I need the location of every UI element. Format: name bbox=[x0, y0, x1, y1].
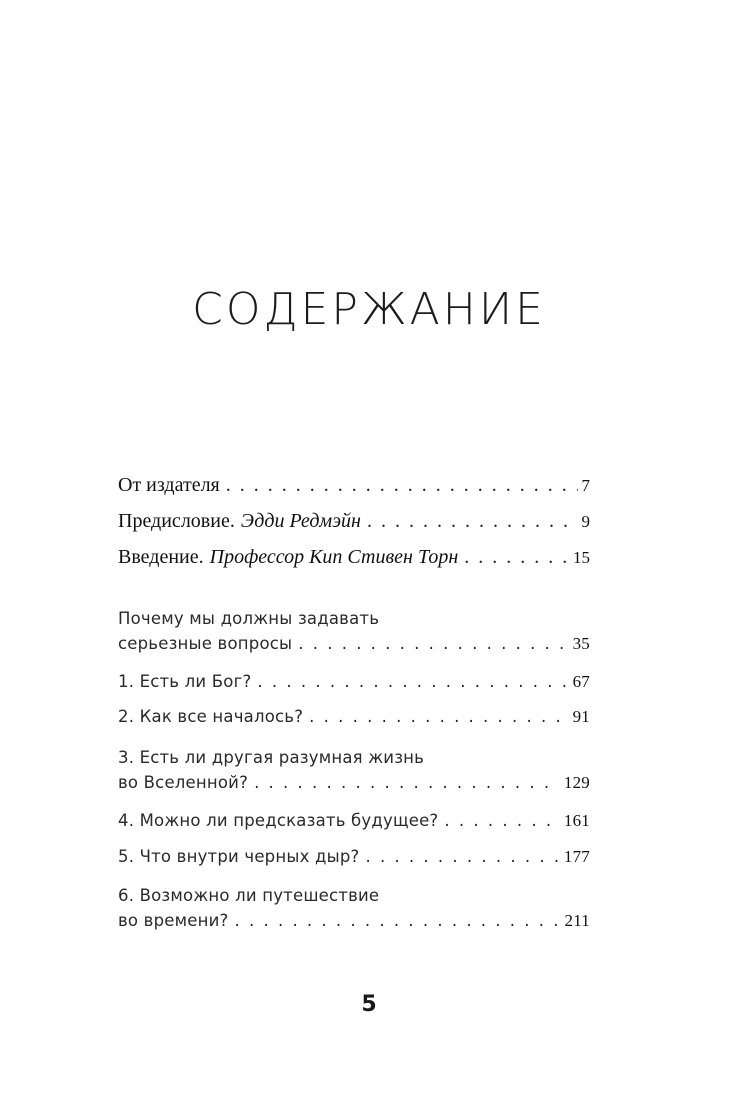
toc-entry-chapter-6[interactable] bbox=[118, 881, 590, 931]
toc-entry-author: Профессор Кип Стивен Торн bbox=[209, 546, 459, 568]
toc-entry-chapter-4[interactable] bbox=[118, 811, 590, 831]
toc-page-number: 91 bbox=[572, 707, 590, 726]
toc-entry-label: 5. Что внутри черных дыр? bbox=[118, 847, 360, 866]
dot-leader bbox=[298, 634, 568, 653]
toc-entry-chapter-2[interactable] bbox=[118, 707, 590, 727]
dot-leader bbox=[464, 546, 569, 569]
toc-entry-label: Предисловие. bbox=[118, 510, 235, 532]
toc-page-number: 161 bbox=[563, 811, 590, 830]
toc-page-number: 211 bbox=[564, 911, 590, 930]
toc-entry-chapter-3[interactable] bbox=[118, 743, 590, 793]
dot-leader bbox=[365, 847, 559, 866]
dot-leader bbox=[444, 811, 560, 830]
page-title: СОДЕРЖАНИЕ bbox=[192, 284, 546, 335]
toc-page-number: 129 bbox=[563, 773, 590, 792]
toc-entry-publisher[interactable] bbox=[118, 474, 590, 497]
toc-page-number: 67 bbox=[572, 672, 590, 691]
dot-leader bbox=[234, 911, 560, 930]
toc-entry-label: во Вселенной? bbox=[118, 773, 249, 792]
toc-page-number: 7 bbox=[581, 476, 590, 495]
toc-entry-chapter-1[interactable] bbox=[118, 672, 590, 692]
toc-entry-label: серьезные вопросы bbox=[118, 634, 293, 653]
page-number: 5 bbox=[361, 992, 377, 1017]
toc-entry-introduction[interactable] bbox=[118, 546, 590, 569]
toc-entry-label: 4. Можно ли предсказать будущее? bbox=[118, 811, 439, 830]
toc-entry-chapter-intro[interactable] bbox=[118, 604, 590, 654]
toc-page-number: 9 bbox=[581, 512, 590, 531]
toc-entry-label-line1: Почему мы должны задавать bbox=[118, 609, 380, 628]
toc-page-number: 35 bbox=[572, 634, 590, 653]
toc-entry-label-line1: 6. Возможно ли путешествие bbox=[118, 886, 380, 905]
dot-leader bbox=[309, 707, 568, 726]
toc-entry-author: Эдди Редмэйн bbox=[240, 510, 361, 532]
toc-entry-label: От издателя bbox=[118, 474, 220, 496]
toc-entry-chapter-5[interactable] bbox=[118, 847, 590, 867]
toc-page-number: 177 bbox=[563, 847, 590, 866]
toc-entry-label-line1: 3. Есть ли другая разумная жизнь bbox=[118, 748, 425, 767]
toc-entry-label: 2. Как все началось? bbox=[118, 707, 304, 726]
toc-entry-label: во времени? bbox=[118, 911, 229, 930]
toc-entry-label: Введение. bbox=[118, 546, 204, 568]
dot-leader bbox=[257, 672, 568, 691]
dot-leader bbox=[367, 510, 578, 533]
dot-leader bbox=[226, 474, 578, 497]
toc-entry-foreword[interactable] bbox=[118, 510, 590, 533]
toc-page-number: 15 bbox=[573, 548, 590, 567]
dot-leader bbox=[254, 773, 560, 792]
toc-entry-label: 1. Есть ли Бог? bbox=[118, 672, 252, 691]
